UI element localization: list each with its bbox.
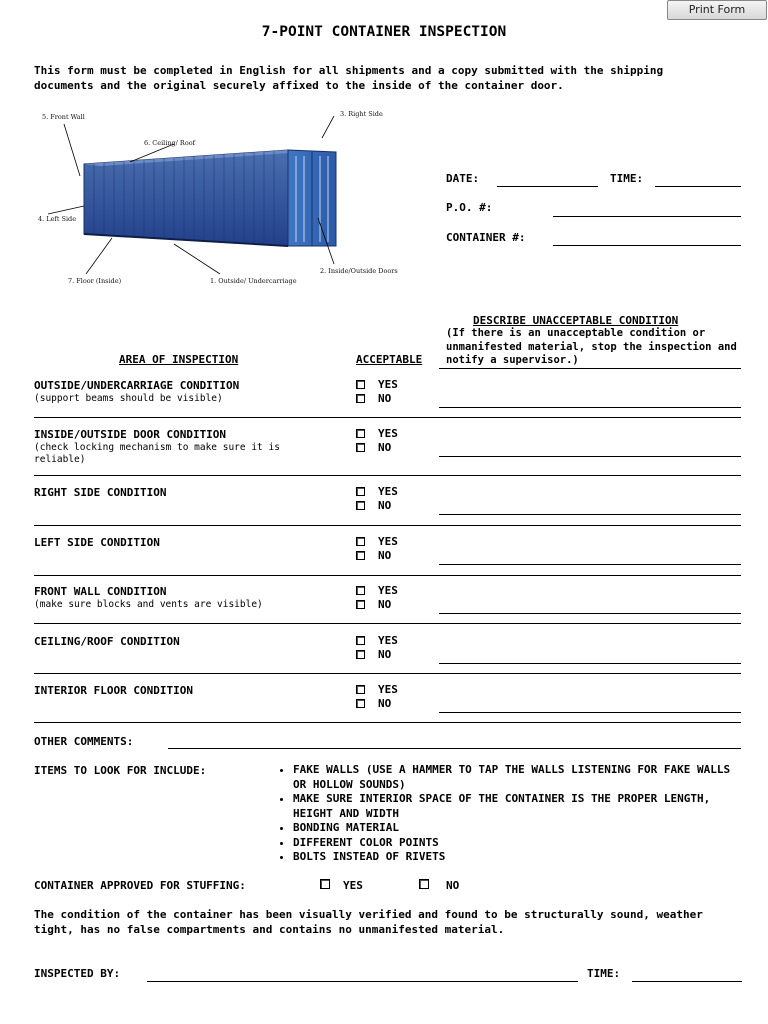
- no-checkbox[interactable]: [356, 394, 365, 403]
- approved-no-checkbox[interactable]: [419, 879, 429, 889]
- list-item: • MAKE SURE INTERIOR SPACE OF THE CONTAINER IS THE PROPER LENGTH, HEIGHT AND WIDTH: [293, 792, 743, 821]
- no-checkbox[interactable]: [356, 443, 365, 452]
- row-divider: [34, 623, 741, 624]
- describe-field[interactable]: [439, 663, 741, 664]
- yes-label: YES: [378, 683, 398, 696]
- describe-field[interactable]: [439, 564, 741, 565]
- row-label: RIGHT SIDE CONDITION: [34, 486, 167, 499]
- row-divider: [34, 722, 741, 723]
- no-label: NO: [378, 499, 392, 512]
- inspected-by-label: INSPECTED BY:: [34, 967, 121, 980]
- describe-field[interactable]: [439, 456, 741, 457]
- approved-yes-label: YES: [343, 879, 363, 892]
- yes-checkbox[interactable]: [356, 537, 365, 546]
- footer-time-label: TIME:: [587, 967, 621, 980]
- no-checkbox[interactable]: [356, 551, 365, 560]
- yes-label: YES: [378, 584, 398, 597]
- list-item: • BOLTS INSTEAD OF RIVETS: [293, 850, 743, 865]
- label-floor-inside: 7. Floor (Inside): [68, 277, 122, 285]
- yes-checkbox[interactable]: [356, 685, 365, 694]
- inspected-by-field[interactable]: [147, 981, 578, 982]
- yes-label: YES: [378, 485, 398, 498]
- no-label: NO: [378, 697, 392, 710]
- label-right-side: 3. Right Side: [340, 110, 383, 118]
- col-acceptable-header: ACCEPTABLE: [356, 353, 423, 366]
- no-checkbox[interactable]: [356, 699, 365, 708]
- items-list: [281, 763, 743, 865]
- yes-label: YES: [378, 634, 398, 647]
- col-describe-note: (If there is an unacceptable condition or unmanifested material, stop the inspection and notify a supervisor.): [446, 327, 737, 366]
- print-form-button[interactable]: Print Form: [667, 0, 767, 20]
- no-checkbox[interactable]: [356, 501, 365, 510]
- label-ceiling-roof: 6. Ceiling/ Roof: [144, 139, 196, 147]
- po-field[interactable]: [553, 216, 741, 217]
- time-field[interactable]: [655, 186, 741, 187]
- header-rule: [439, 368, 741, 369]
- row-note: (make sure blocks and vents are visible): [34, 599, 263, 610]
- yes-label: YES: [378, 378, 398, 391]
- items-heading: ITEMS TO LOOK FOR INCLUDE:: [34, 764, 207, 777]
- no-checkbox[interactable]: [356, 650, 365, 659]
- row-label: LEFT SIDE CONDITION: [34, 536, 160, 549]
- list-item: • BONDING MATERIAL: [293, 821, 743, 836]
- approved-no-label: NO: [446, 879, 460, 892]
- yes-checkbox[interactable]: [356, 380, 365, 389]
- label-left-side: 4. Left Side: [38, 215, 77, 223]
- describe-field[interactable]: [439, 712, 741, 713]
- approved-yes-checkbox[interactable]: [320, 879, 330, 889]
- container-illustration: [34, 106, 404, 296]
- other-comments-field[interactable]: [168, 748, 741, 749]
- no-label: NO: [378, 648, 392, 661]
- no-checkbox[interactable]: [356, 600, 365, 609]
- approved-label: CONTAINER APPROVED FOR STUFFING:: [34, 879, 246, 892]
- no-label: NO: [378, 549, 392, 562]
- row-divider: [34, 673, 741, 674]
- row-divider: [34, 575, 741, 576]
- no-label: NO: [378, 392, 392, 405]
- row-label: FRONT WALL CONDITION: [34, 585, 167, 598]
- row-label: INSIDE/OUTSIDE DOOR CONDITION: [34, 428, 227, 441]
- row-divider: [34, 475, 741, 476]
- no-label: NO: [378, 441, 392, 454]
- describe-field[interactable]: [439, 514, 741, 515]
- row-note: (check locking mechanism to make sure it is reliable): [34, 442, 280, 465]
- row-label: CEILING/ROOF CONDITION: [34, 635, 180, 648]
- yes-checkbox[interactable]: [356, 636, 365, 645]
- label-doors: 2. Inside/Outside Doors: [320, 267, 398, 275]
- describe-field[interactable]: [439, 407, 741, 408]
- other-comments-label: OTHER COMMENTS:: [34, 735, 134, 748]
- certification-text: The condition of the container has been visually verified and found to be structurally sound, weather tight, has no false compartments and contains no unmanifested material.: [34, 908, 703, 936]
- list-item: • FAKE WALLS (USE A HAMMER TO TAP THE WALLS LISTENING FOR FAKE WALLS OR HOLLOW SOUNDS): [293, 763, 743, 792]
- row-label: OUTSIDE/UNDERCARRIAGE CONDITION: [34, 379, 240, 392]
- row-label: INTERIOR FLOOR CONDITION: [34, 684, 193, 697]
- footer-time-field[interactable]: [632, 981, 742, 982]
- container-number-field[interactable]: [553, 245, 741, 246]
- date-field[interactable]: [497, 186, 598, 187]
- describe-field[interactable]: [439, 613, 741, 614]
- container-number-label: CONTAINER #:: [446, 231, 526, 244]
- yes-checkbox[interactable]: [356, 586, 365, 595]
- page-title: 7-POINT CONTAINER INSPECTION: [261, 24, 507, 40]
- time-label: TIME:: [610, 172, 644, 185]
- yes-checkbox[interactable]: [356, 429, 365, 438]
- label-front-wall: 5. Front Wall: [42, 113, 85, 121]
- no-label: NO: [378, 598, 392, 611]
- row-note: (support beams should be visible): [34, 393, 223, 404]
- row-divider: [34, 417, 741, 418]
- yes-label: YES: [378, 427, 398, 440]
- row-divider: [34, 525, 741, 526]
- date-label: DATE:: [446, 172, 480, 185]
- list-item: • DIFFERENT COLOR POINTS: [293, 836, 743, 851]
- label-outside-undercarriage: 1. Outside/ Undercarriage: [210, 277, 297, 285]
- yes-label: YES: [378, 535, 398, 548]
- col-area-header: AREA OF INSPECTION: [119, 353, 239, 366]
- col-describe-header: DESCRIBE UNACCEPTABLE CONDITION: [473, 314, 679, 327]
- po-label: P.O. #:: [446, 201, 493, 214]
- yes-checkbox[interactable]: [356, 487, 365, 496]
- intro-text: This form must be completed in English for all shipments and a copy submitted with the shipping documents and the original securely affixed to the inside of the container door.: [34, 64, 664, 92]
